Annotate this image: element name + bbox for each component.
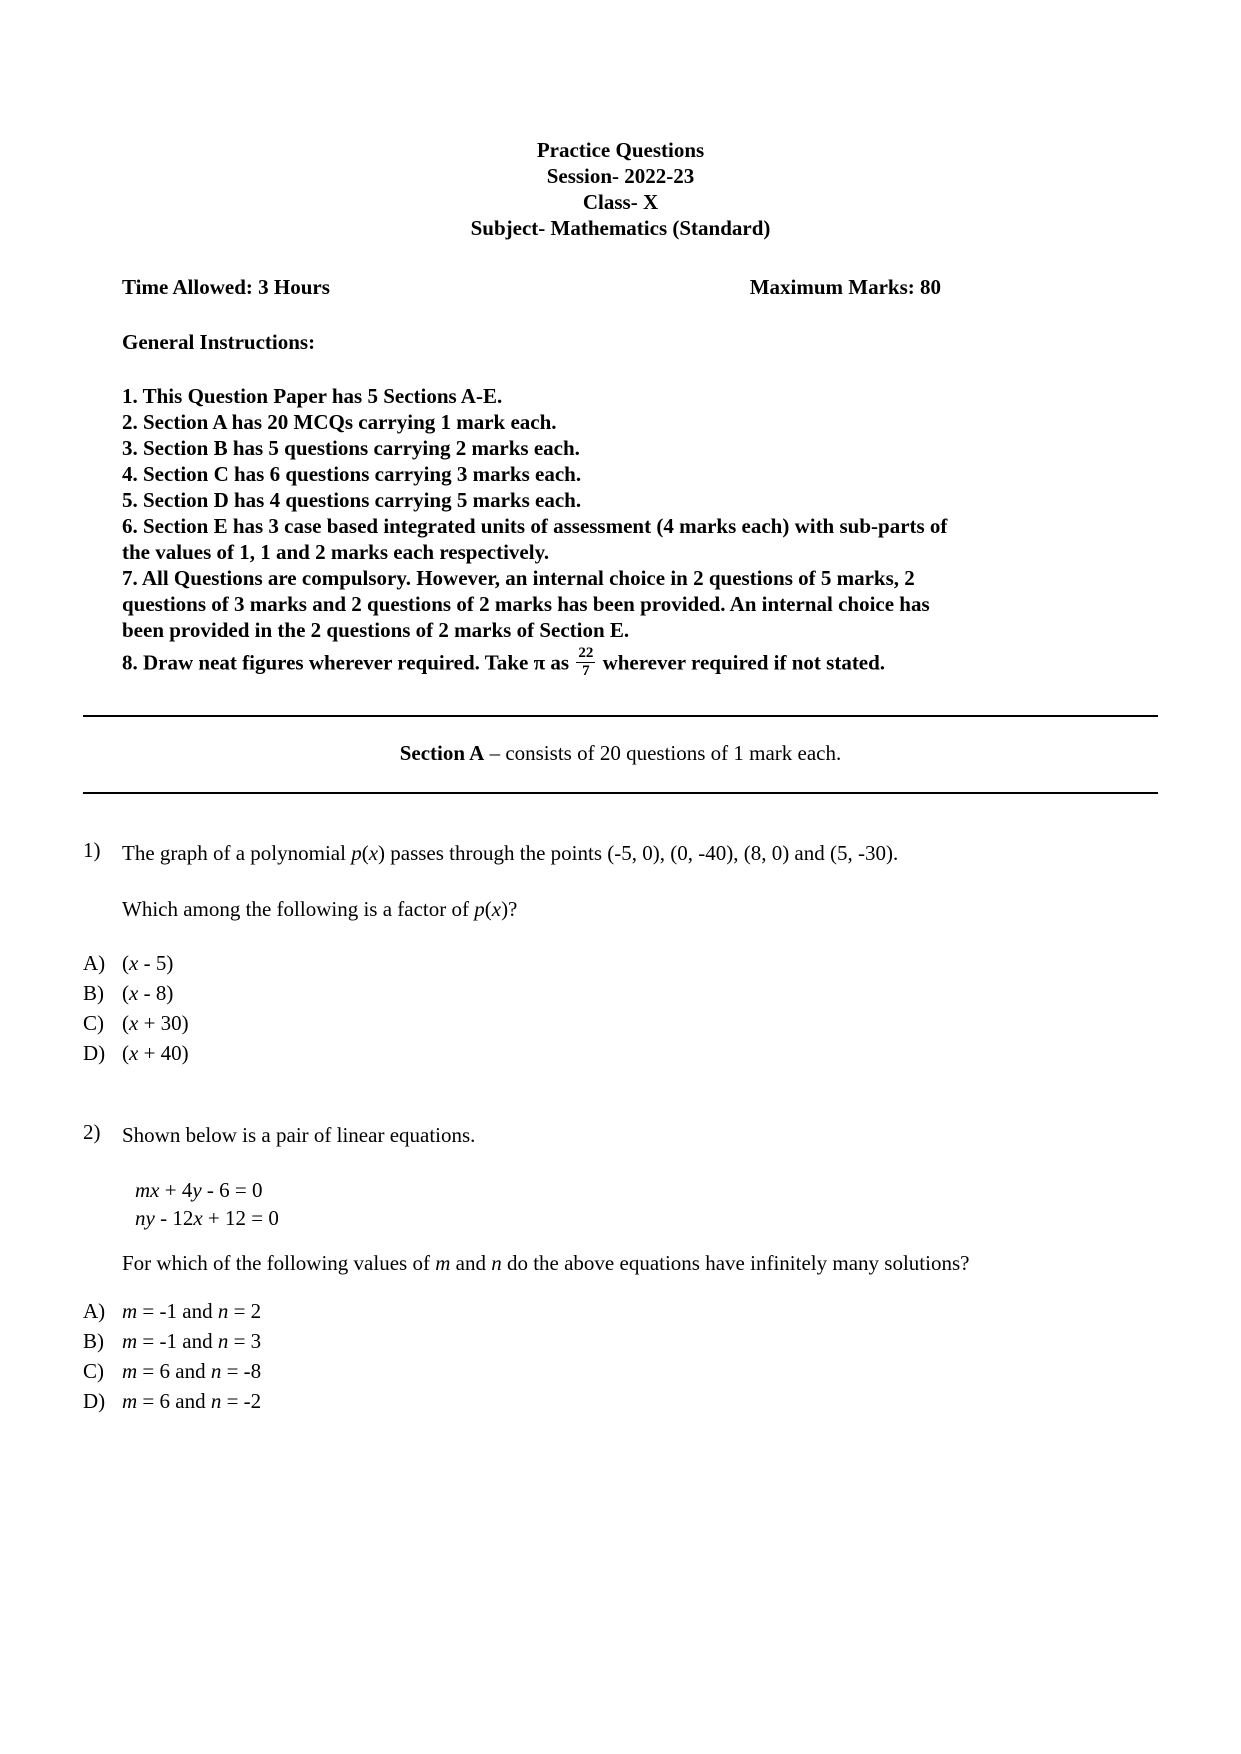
question-1-option-c [83, 1008, 1158, 1038]
instruction-item-2: 2. Section A has 20 MCQs carrying 1 mark each. [122, 410, 557, 434]
option-text: (x - 8) [122, 980, 174, 1005]
equation-2: ny - 12x + 12 = 0 [135, 1205, 279, 1230]
option-label: A) [83, 1298, 106, 1323]
fraction-denominator: 7 [582, 663, 590, 680]
section-a-description: – consists of 20 questions of 1 mark each. [484, 740, 842, 765]
question-2-option-a [83, 1296, 1158, 1326]
option-text: (x + 40) [122, 1040, 189, 1065]
option-text: (x + 30) [122, 1010, 189, 1035]
option-label: D) [83, 1388, 106, 1413]
pi-fraction [576, 645, 595, 681]
question-2-option-d [83, 1386, 1158, 1416]
option-text: (x - 5) [122, 950, 174, 975]
general-instructions-heading: General Instructions: [122, 330, 316, 354]
question-2-options [83, 1296, 1158, 1416]
instruction-item-8 [122, 647, 974, 683]
question-1-subtext: Which among the following is a factor of p(x)? [122, 896, 518, 921]
instruction-item-6: 6. Section E has 3 case based integrated units of assessment (4 marks each) with sub-parts of the values of 1, 1 and 2 marks each respectively. [122, 514, 948, 564]
exam-meta-row [122, 275, 941, 300]
option-label: D) [83, 1040, 106, 1065]
option-label: A) [83, 950, 106, 975]
question-1-options [83, 948, 1158, 1068]
maximum-marks-label: Maximum Marks: 80 [749, 275, 941, 299]
section-a-name: Section A [399, 740, 485, 765]
question-2-number: 2) [83, 1119, 101, 1144]
document-header [83, 137, 1158, 241]
fraction-numerator: 22 [576, 645, 595, 663]
instruction-item-1: 1. This Question Paper has 5 Sections A-E. [122, 384, 503, 408]
section-a-title [83, 717, 1158, 792]
instruction-8-prefix: 8. Draw neat figures wherever required. Take π as [122, 650, 575, 675]
question-1-option-b [83, 978, 1158, 1008]
option-text: m = -1 and n = 3 [122, 1328, 262, 1353]
question-2-row [83, 1120, 1158, 1278]
instruction-item-4: 4. Section C has 6 questions carrying 3 marks each. [122, 462, 582, 486]
instruction-item-5: 5. Section D has 4 questions carrying 5 marks each. [122, 488, 582, 512]
equation-1: mx + 4y - 6 = 0 [135, 1177, 263, 1202]
header-session: Session- 2022-23 [546, 164, 695, 188]
question-2-option-b [83, 1326, 1158, 1356]
question-1-option-a [83, 948, 1158, 978]
question-2-equations [135, 1176, 1158, 1232]
question-1-option-d [83, 1038, 1158, 1068]
question-2 [83, 1120, 1158, 1416]
question-2-subtext: For which of the following values of m and n do the above equations have infinitely many solutions? [122, 1250, 970, 1275]
header-subject: Subject- Mathematics (Standard) [470, 216, 771, 240]
instruction-item-7: 7. All Questions are compulsory. However, an internal choice in 2 questions of 5 marks, 2 questions of 3 marks and 2 questions of 2 marks has been provided. An internal choice has been provided in the 2 questions of 2 marks of Section E. [122, 566, 930, 642]
instruction-item-3: 3. Section B has 5 questions carrying 2 marks each. [122, 436, 580, 460]
question-1 [83, 838, 1158, 1068]
question-1-row [83, 838, 1158, 924]
header-class: Class- X [582, 190, 659, 214]
option-label: C) [83, 1358, 104, 1383]
question-1-body [122, 838, 1158, 924]
divider-line-bottom [83, 792, 1158, 794]
option-text: m = 6 and n = -2 [122, 1388, 262, 1413]
option-label: C) [83, 1010, 104, 1035]
question-2-option-c [83, 1356, 1158, 1386]
option-text: m = -1 and n = 2 [122, 1298, 262, 1323]
option-label: B) [83, 1328, 104, 1353]
option-text: m = 6 and n = -8 [122, 1358, 262, 1383]
option-label: B) [83, 980, 104, 1005]
time-allowed-label: Time Allowed: 3 Hours [122, 275, 330, 299]
question-2-text: Shown below is a pair of linear equations. [122, 1122, 476, 1147]
question-1-text: The graph of a polynomial p(x) passes through the points (-5, 0), (0, -40), (8, 0) and (5, -30). [122, 840, 899, 865]
instruction-8-suffix: wherever required if not stated. [597, 650, 886, 675]
header-title: Practice Questions [536, 138, 705, 162]
question-2-body [122, 1120, 1158, 1278]
question-1-number: 1) [83, 837, 101, 862]
instructions-list [122, 383, 974, 683]
